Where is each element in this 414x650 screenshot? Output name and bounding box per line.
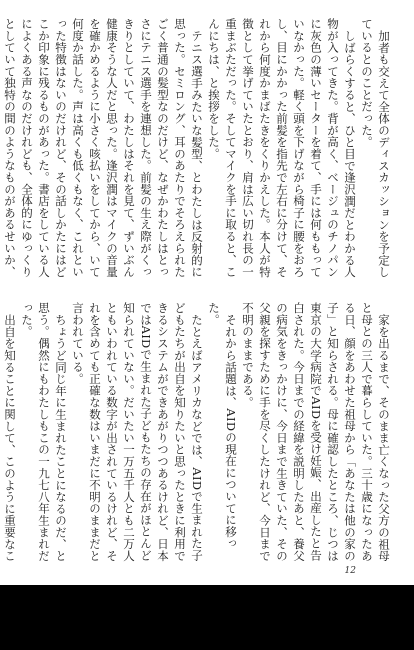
paragraph: たとえばアメリカなどでは、AIDで生まれた子どもたちが出自を知りたいと思ったときに利用できるシステムができあがりつつあるけれど、日本ではAIDで生まれた子どもたちの存在がほとんど知られていない。だいたい一万五千人とも二万人ともいわれている数字が出されているけれど、それを含めても正確な数はいまだに不明のままだと言われている。 bbox=[71, 302, 204, 562]
page-number: 12 bbox=[344, 566, 356, 576]
paragraph: それから話題は、AIDの現在についてに移った。 bbox=[207, 302, 238, 549]
paragraph: 加者も交えて全体のディスカッションを予定しているとのことだった。 bbox=[360, 18, 391, 278]
lower-text-block bbox=[3, 302, 392, 570]
paragraph: 家を出るまで、そのまま亡くなった父方の祖母と母との三人で暮らしていた。三十歳になったある日、顔をあわせた祖母から「あなたは他の家の子」と知らされる。母に確認したところ、じつは東京の大学病院でAIDを受け妊娠、出産したと告白された。今日までの経緯を説明したあと、養父の病気をきっかけに、今日まで生きていた、その父親を探すために手を尽くしたけれど、今日まで不明のままである。 bbox=[241, 302, 391, 562]
paragraph: しばらくすると、ひと目で逢沢潤だとわかる人物が入ってきた。背が高く、ベージュのチノパンに灰色の薄いセーターを着て、手には何ももっていなかった。軽く頭を下げながら椅子に腰をおろし、目にかかった前髪を指先で左右に分けて、それから何度かまばたきをくりかえした。本人が特徴として挙げていたとおり、肩は広い切れ長の一重まぶただった。そしてマイクを手に取ると、こんにちは、と挨拶をした。 bbox=[207, 18, 357, 278]
paragraph: 出自を知ることに関して、このように重要なこ bbox=[3, 313, 17, 562]
bottom-black-band bbox=[0, 585, 414, 650]
paragraph: ちょうど同じ年に生まれたことになるのだ、と思う。偶然にもわたしもこの一九七八年生まれだった。 bbox=[20, 302, 68, 562]
upper-text-block bbox=[3, 18, 392, 286]
paragraph: テニス選手みたいな髪型、とわたしは反射的に思った。セミロング、耳のあたりでそろえられたごく普通の髪型なのだけど、なぜかわたしはとっさにテニス選手を連想した。前髪の生え際がくっきりとしていて、わたしはそれを見て、ずいぶん健康そうな人だと思った。逢沢潤はマイクの音量を確かめるように小さく咳払いをしてから、いて何度か話した。声は高くも低くもなく、これといった特徴はないのだけれど、その話しかたにはどこか印象に残るものがあった。書店をしている人によくある声なのだけれども、全体的にゆっくりとしていて独特の間のようなものがあるせいか、 bbox=[3, 18, 204, 278]
